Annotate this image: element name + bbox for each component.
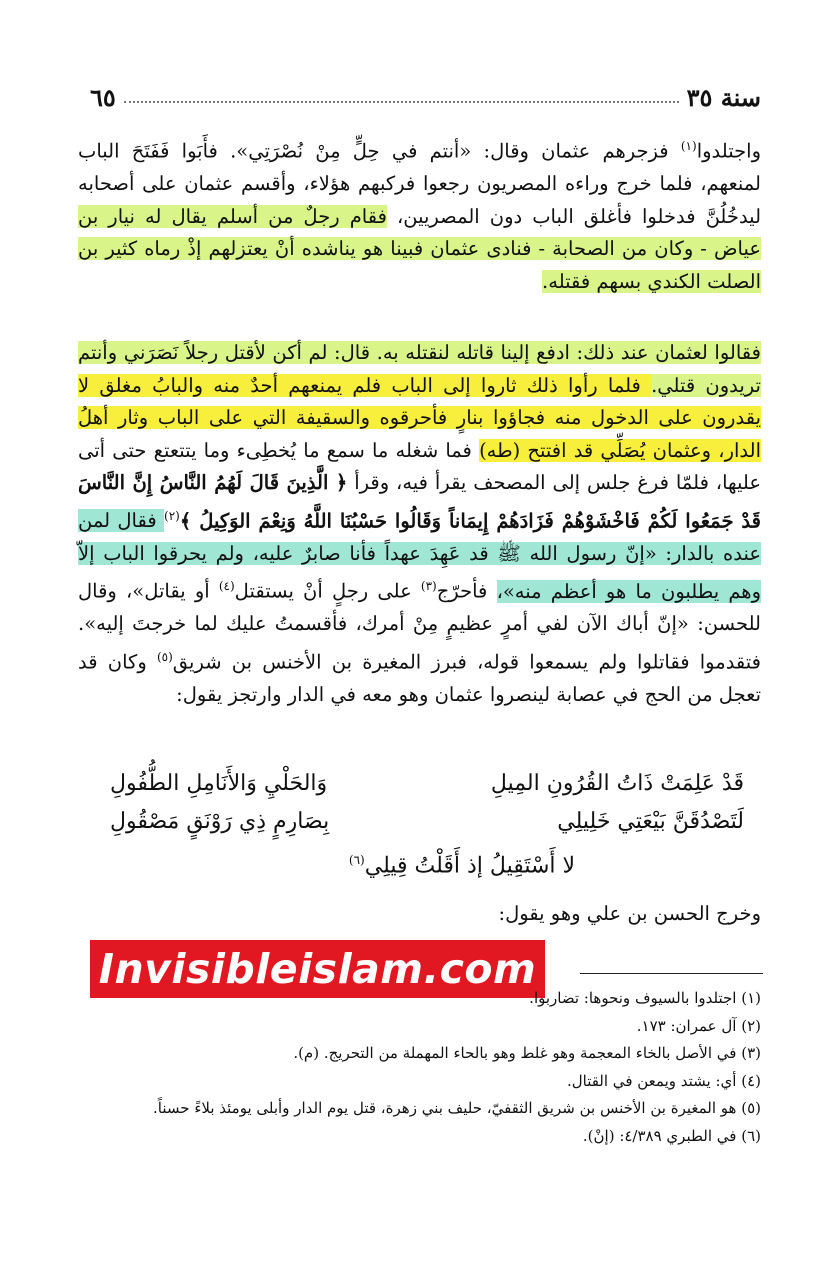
paragraph-1 bbox=[78, 130, 761, 298]
header-dotted-leader bbox=[124, 101, 679, 103]
hemistich-right: قَدْ عَلِمَتْ ذَاتُ القُرُونِ المِيلِ bbox=[490, 771, 744, 796]
footnote-divider bbox=[580, 973, 763, 974]
paragraph-3-text: وخرج الحسن بن علي وهو يقول: bbox=[498, 902, 761, 925]
footnote-ref[interactable]: (٥) bbox=[156, 649, 173, 664]
highlight-teal: فقال لمن عنده بالدار: «إنّ رسول الله ﷺ قد عَهِدَ عهداً فأنا صابرٌ عليه، ولم يحرقوا الباب إلاّ وهم يطلبون ما هو أعظم منه»، bbox=[78, 509, 762, 603]
poem-verse bbox=[110, 765, 744, 803]
text-segment: وكان قد تعجل من الحج في عصابة لينصروا عثمان وهو معه في الدار وارتجز يقول: bbox=[78, 650, 761, 706]
quran-verse: ﴿ الَّذِينَ قَالَ لَهُمُ النَّاسُ إِنَّ النَّاسَ قَدْ جَمَعُوا لَكُمْ فَاخْشَوْهُمْ فَزَادَهُمْ إِيمَاناً وَقَالُوا حَسْبُنَا اللَّهُ وَنِعْمَ الوَكِيلُ ﴾ bbox=[78, 471, 761, 532]
page-header bbox=[90, 80, 761, 112]
footnote-ref[interactable]: (١) bbox=[680, 139, 697, 153]
paragraph-2 bbox=[78, 337, 761, 711]
footnote: (٦) في الطبري ٤/٣٨٩: (إنْ). bbox=[582, 1126, 761, 1145]
watermark-banner: Invisibleislam.com bbox=[90, 940, 545, 998]
hemistich-right: لَتَصْدُقَنَّ بَيْعَتِي خَلِيلِي bbox=[557, 809, 744, 834]
text-segment: واجتلدوا bbox=[696, 139, 761, 163]
hemistich-single: لا أَسْتَقِيلُ إذ أَقَلْتُ قِيلِي bbox=[364, 853, 576, 879]
footnote: (٤) أي: يشتد ويمعن في القتال. bbox=[566, 1071, 761, 1090]
poem-verse bbox=[110, 841, 744, 885]
highlight-green: فقالوا لعثمان عند ذلك: ادفع إلينا قاتله لنقتله به. قال: لم أكن لأقتل رجلاً نَصَرَني وأنتم تريدون قتلي. bbox=[78, 341, 761, 397]
footnote: (٥) هو المغيرة بن الأخنس بن شريق الثقفيّ، حليف بني زهرة، قتل يوم الدار وأبلى يومئذ بلاءً حسناً. bbox=[153, 1099, 761, 1117]
hemistich-left: بِصَارِمٍ ذِي رَوْنَقٍ مَصْقُولِ bbox=[110, 809, 330, 834]
text-segment: على رجلٍ أنْ يستقتل bbox=[234, 579, 421, 603]
paragraph-3 bbox=[78, 898, 761, 931]
footnotes bbox=[70, 985, 761, 1150]
year-heading: سنة ٣٥ bbox=[686, 83, 761, 112]
page-number: ٦٥ bbox=[90, 83, 116, 112]
text-segment: فما شغله ما سمع ما يُخطِىء وما يتتعتع حتى أتى عليها، فلمّا فرغ جلس إلى المصحف يقرأ فيه، وقرأ bbox=[78, 438, 761, 494]
footnote-ref[interactable]: (٤) bbox=[218, 579, 235, 593]
text-segment: فزجرهم عثمان وقال: «أنتم في حِلٍّ مِنْ نُصْرَتِي». فأَبَوا فَفَتَحَ الباب لمنعهم، فلما خرج وراءه المصريون رجعوا فركبهم هؤلاء، وأقسم عثمان على أصحابه ليدخُلُنَّ فدخلوا فأغلق الباب دون المصريين، bbox=[78, 139, 762, 228]
footnote-ref[interactable]: (٦) bbox=[348, 853, 365, 867]
poem-verse bbox=[110, 803, 744, 841]
text-segment: أو يقاتل»، وقال للحسن: «إنّ أباك الآن لفي أمرٍ عظيمٍ مِنْ أمرك، فأقسمتُ عليك لما خرجتَ إليه». فتقدموا فقاتلوا ولم يسمعوا قوله، فبرز المغيرة بن الأخنس بن شريق bbox=[78, 579, 761, 673]
highlight-green: فقام رجلٌ من أسلم يقال له نيار بن عياض - وكان من الصحابة - فنادى عثمان فبينا هو يناشده أنْ يعتزلهم إذْ رماه كثير بن الصلت الكندي بسهم فقتله. bbox=[78, 204, 761, 293]
footnote: (١) اجتلدوا بالسيوف ونحوها: تضاربوا. bbox=[529, 989, 761, 1007]
footnote: (٣) في الأصل بالخاء المعجمة وهو غلط وهو بالحاء المهملة من التحريج. (م). bbox=[293, 1044, 761, 1062]
text-segment: فأحرّج bbox=[436, 579, 497, 603]
footnote-ref[interactable]: (٣) bbox=[420, 579, 437, 593]
poem bbox=[110, 765, 744, 885]
footnote-ref[interactable]: (٢) bbox=[164, 508, 180, 523]
footnote: (٢) آل عمران: ١٧٣. bbox=[636, 1016, 761, 1035]
hemistich-left: وَالحَلْيِ وَالأَنَامِلِ الطُّفُولِ bbox=[110, 771, 328, 796]
highlight-yellow: فلما رأوا ذلك ثاروا إلى الباب فلم يمنعهم أحدٌ منه والبابُ مغلق لا يقدرون على الدخول منه فجاؤوا بنارٍ فأحرقوه والسقيفة التي على الباب وثار أهلُ الدار، وعثمان يُصَلِّي قد افتتح (طه) bbox=[78, 373, 761, 462]
